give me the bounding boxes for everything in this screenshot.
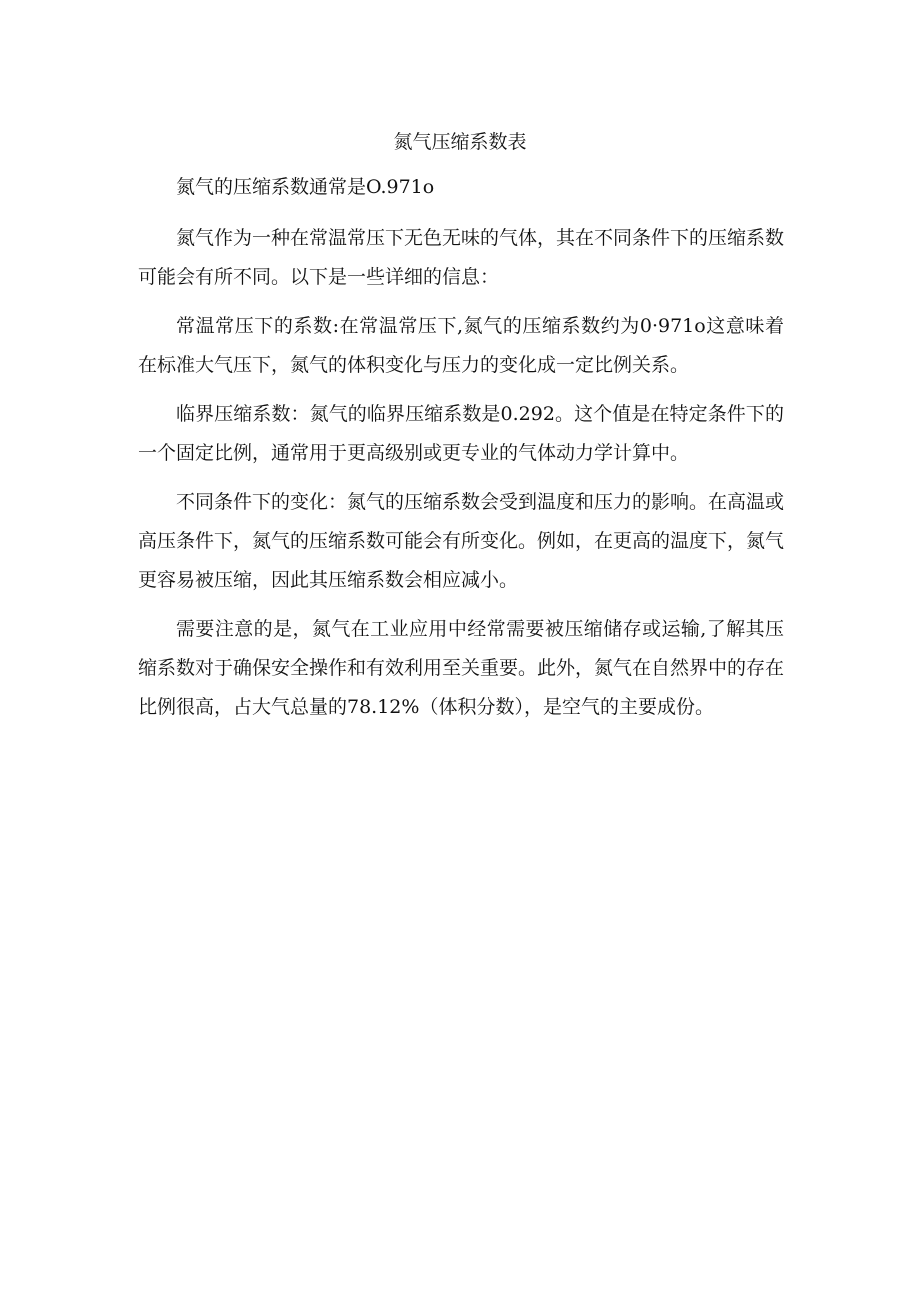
paragraph-notes: 需要注意的是，氮气在工业应用中经常需要被压缩储存或运输,了解其压缩系数对于确保安全操作和有效利用至关重要。此外，氮气在自然界中的存在比例很高，占大气总量的78.12%（体积分数），是空气的主要成份。 bbox=[138, 618, 785, 718]
paragraph-overview: 氮气作为一种在常温常压下无色无味的气体，其在不同条件下的压缩系数可能会有所不同。以下是一些详细的信息： bbox=[138, 227, 785, 288]
document-title: 氮气压缩系数表 bbox=[393, 131, 527, 153]
paragraph-critical-coefficient: 临界压缩系数：氮气的临界压缩系数是0.292。这个值是在特定条件下的一个固定比例，通常用于更高级别或更专业的气体动力学计算中。 bbox=[138, 403, 784, 464]
paragraph-condition-changes: 不同条件下的变化：氮气的压缩系数会受到温度和压力的影响。在高温或高压条件下，氮气的压缩系数可能会有所变化。例如，在更高的温度下，氮气更容易被压缩，因此其压缩系数会相应减小。 bbox=[138, 491, 785, 591]
document-body bbox=[138, 168, 784, 737]
paragraph-intro: 氮气的压缩系数通常是O.971o bbox=[176, 176, 435, 198]
paragraph-standard-conditions: 常温常压下的系数:在常温常压下,氮气的压缩系数约为0·971o这意味着在标准大气压下，氮气的体积变化与压力的变化成一定比例关系。 bbox=[138, 315, 784, 376]
